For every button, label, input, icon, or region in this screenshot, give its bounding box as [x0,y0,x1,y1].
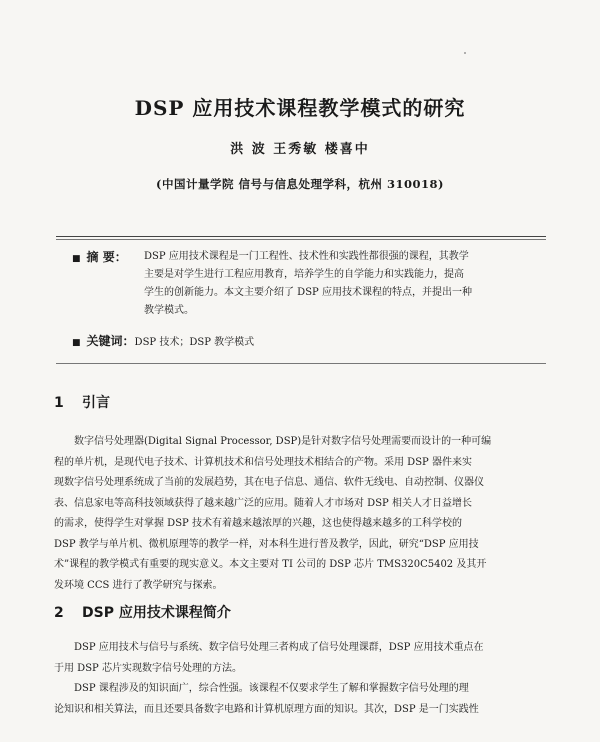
body-line: DSP 应用技术与信号与系统、数字信号处理三者构成了信号处理课群，DSP 应用技术重点在 [74,642,484,653]
abstract-line: 教学模式。 [144,305,194,316]
body-line: 术”课程的教学模式有重要的现实意义。本文主要对 TI 公司的 DSP 芯片 TMS320C5402 及其开 [54,559,487,570]
body-line: 现数字信号处理系统成了当前的发展趋势，其在电子信息、通信、软件无线电、自动控制、仪器仪 [54,477,484,488]
section-2-paragraph [54,638,548,720]
abstract-label: 摘 要 [86,250,115,264]
abstract-bullet-icon: ■ [72,254,81,264]
keywords-text: DSP 技术；DSP 教学模式 [134,337,255,348]
bottom-rule [56,363,546,364]
section-1-number: 1 [54,395,64,411]
abstract-line: 主要是对学生进行工程应用教育，培养学生的自学能力和实践能力，提高 [144,269,464,280]
paper-affiliation: (中国计量学院 信号与信息处理学科，杭州 310018) [156,177,444,191]
paper-authors: 洪 波 王秀敏 楼喜中 [230,142,370,157]
keywords-block: ■ 关键词：DSP 技术；DSP 教学模式 [72,334,255,348]
section-2-title: DSP 应用技术课程简介 [82,605,231,621]
body-line: DSP 教学与单片机、微机原理等的教学一样，对本科生进行普及教学，因此，研究“DSP 应用技 [54,538,479,550]
abstract-line: DSP 应用技术课程是一门工程性、技术性和实践性都很强的课程，其教学 [144,251,469,262]
body-line: 论知识和相关算法，而且还要具备数字电路和计算机原理方面的知识。其次，DSP 是一门实践性 [54,703,479,715]
section-1-title: 引言 [82,395,110,411]
keywords-label: 关键词 [86,334,123,348]
top-rule [56,236,546,237]
abstract-block: ■ 摘 要： DSP 应用技术课程是一门工程性、技术性和实践性都很强的课程，其教学 主要是对学生进行工程应用教育，培养学生的自学能力和实践能力，提高 学生的创新能力。本文主要介绍了 DSP 应用技术课程的特点，并提出一种 教学模式。 [72,248,542,268]
abstract-body [144,248,542,320]
body-line: 表、信息家电等高科技领域获得了越来越广泛的应用。随着人才市场对 DSP 相关人才日益增长 [54,497,472,509]
body-line: 于用 DSP 芯片实现数字信号处理的方法。 [54,662,242,674]
body-line: 程的单片机，是现代电子技术、计算机技术和信号处理技术相结合的产物。采用 DSP 器件来实 [54,456,472,468]
paper-title: DSP 应用技术课程教学模式的研究 [134,96,466,120]
abstract-line: 学生的创新能力。本文主要介绍了 DSP 应用技术课程的特点，并提出一种 [144,287,472,298]
body-line: DSP 课程涉及的知识面广，综合性强。该课程不仅要求学生了解和掌握数字信号处理的理 [74,683,469,694]
section-2-number: 2 [54,605,64,621]
section-1-heading [54,392,110,412]
section-1-paragraph [54,432,548,596]
body-line: 的需求，使得学生对掌握 DSP 技术有着越来越浓厚的兴趣，这也使得越来越多的工科学校的 [54,518,462,529]
scan-speck [464,52,466,54]
section-2-heading [54,602,231,622]
body-line: 数字信号处理器(Digital Signal Processor, DSP)是针对数字信号处理需要而设计的一种可编 [74,436,492,447]
body-line: 发环境 CCS 进行了教学研究与探索。 [54,579,223,591]
keywords-bullet-icon: ■ [72,338,81,348]
top-rule-thin [56,239,546,240]
